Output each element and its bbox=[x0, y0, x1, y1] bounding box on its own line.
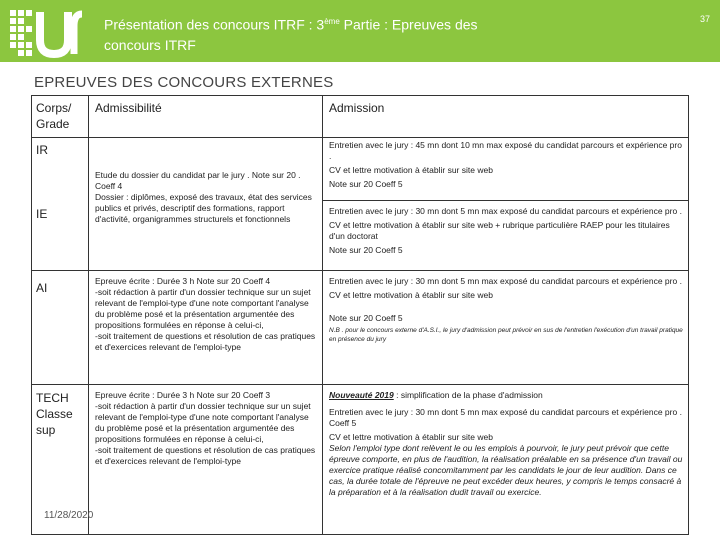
header-corps: Corps/ Grade bbox=[36, 101, 72, 131]
ai-admission-note: N.B . pour le concours externe d'A.S.I., le jury d'admission peut prévoir en sus de l'entretien l'exécution d'un travail pratique en présence du jury bbox=[329, 327, 683, 343]
tech-admission bbox=[329, 390, 685, 498]
university-logo-icon bbox=[8, 6, 88, 58]
col-divider-1 bbox=[88, 95, 89, 535]
ie-admission-2: CV et lettre motivation à établir sur site web + rubrique particulière RAEP pour les titulaires d'un doctorat bbox=[329, 220, 670, 241]
row-label-ir: IR bbox=[36, 143, 48, 157]
ai-admission-3: Note sur 20 Coeff 5 bbox=[329, 313, 403, 323]
ai-admissibilite bbox=[95, 276, 319, 353]
header-admission: Admission bbox=[329, 101, 385, 115]
ai-admissibilite-2: -soit rédaction à partir d'un dossier technique sur un sujet relevant de l'emploi-type d'une note comportant l'analyse du problème posé et la présentation argumentée des propositions formulées en réponse à celui-ci, bbox=[95, 287, 311, 330]
ai-admissibilite-3: -soit traitement de questions et résolution de cas pratiques et d'exercices relevant de l'emploi-type bbox=[95, 331, 316, 352]
row-divider-tech bbox=[31, 384, 689, 385]
row-divider-ie-admission bbox=[322, 200, 689, 201]
ie-admission bbox=[329, 206, 685, 256]
slide-title bbox=[104, 12, 524, 55]
ir-ie-admissibilite bbox=[95, 170, 319, 225]
ir-ie-admissibilite-1: Etude du dossier du candidat par le jury . Note sur 20 . Coeff 4 bbox=[95, 170, 301, 191]
ir-ie-admissibilite-2: Dossier : diplômes, exposé des travaux, état des services publics et privés, descriptif des formations, rapport d'activité, organigrammes structurels et fonctionnels bbox=[95, 192, 312, 224]
header-admissibilite: Admissibilité bbox=[95, 101, 162, 115]
page-number: 37 bbox=[699, 14, 710, 24]
nouveaute-label: Nouveauté 2019 bbox=[329, 390, 394, 400]
tech-admissibilite bbox=[95, 390, 319, 467]
nouveaute-text: : simplification de la phase d'admission bbox=[393, 390, 543, 400]
ir-admission-3: Note sur 20 Coeff 5 bbox=[329, 179, 403, 189]
row-label-ie: IE bbox=[36, 207, 48, 221]
ir-admission-1: Entretien avec le jury : 45 mn dont 10 mn max exposé du candidat parcours et expérience pro . bbox=[329, 140, 682, 161]
title-line1-suffix: Partie : Epreuves des bbox=[339, 16, 478, 33]
tech-admission-3: Selon l'emploi type dont relèvent le ou les emplois à pourvoir, le jury peut prévoir que cette épreuve comporte, en plus de l'audition, la réalisation préalable en sa présence d'un travail ou exercice pratique réalisé concomitamment par les candidats le jour de leur audition. Dans ce cas, la durée totale de l'épreuve ne peut excéder deux heures, y compris le temps consacré à la préparation et à la réalisation dudit travail ou exercice. bbox=[329, 443, 683, 497]
row-divider-ai bbox=[31, 270, 689, 271]
title-sup: ème bbox=[324, 17, 340, 26]
ai-admission-2: CV et lettre motivation à établir sur site web bbox=[329, 290, 493, 300]
tech-admission-2: CV et lettre motivation à établir sur site web bbox=[329, 432, 493, 442]
col-divider-2 bbox=[322, 95, 323, 535]
row-label-tech: TECH Classe sup bbox=[36, 391, 73, 437]
tech-nouveaute bbox=[329, 390, 685, 401]
tech-admissibilite-2: -soit rédaction à partir d'un dossier technique sur un sujet relevant de l'emploi-type d'une note comportant l'analyse du problème posé et la présentation argumentée des propositions formulées en réponse à celui-ci, bbox=[95, 401, 311, 444]
row-divider-header bbox=[31, 137, 689, 138]
slide-date: 11/28/2020 bbox=[44, 510, 94, 521]
ai-admissibilite-1: Epreuve écrite : Durée 3 h Note sur 20 Coeff 4 bbox=[95, 276, 271, 286]
tech-admission-1: Entretien avec le jury : 30 mn dont 5 mn max exposé du candidat parcours et expérience pro . Coeff 5 bbox=[329, 407, 682, 428]
slide-header bbox=[0, 0, 720, 62]
ie-admission-1: Entretien avec le jury : 30 mn dont 5 mn max exposé du candidat parcours et expérience pro . bbox=[329, 206, 682, 216]
title-line2: concours ITRF bbox=[104, 36, 196, 53]
tech-admissibilite-1: Epreuve écrite : Durée 3 h Note sur 20 Coeff 3 bbox=[95, 390, 271, 400]
ir-admission bbox=[329, 140, 685, 190]
ai-admission-1: Entretien avec le jury : 30 mn dont 5 mn max exposé du candidat parcours et expérience pro . bbox=[329, 276, 682, 286]
tech-admissibilite-3: -soit traitement de questions et résolution de cas pratiques et d'exercices relevant de l'emploi-type bbox=[95, 445, 316, 466]
title-line1-prefix: Présentation des concours ITRF : 3 bbox=[104, 16, 325, 33]
ai-admission bbox=[329, 276, 685, 344]
ir-admission-2: CV et lettre motivation à établir sur site web bbox=[329, 165, 493, 175]
ie-admission-3: Note sur 20 Coeff 5 bbox=[329, 245, 403, 255]
row-label-ai: AI bbox=[36, 281, 48, 295]
section-title: EPREUVES DES CONCOURS EXTERNES bbox=[34, 74, 334, 91]
